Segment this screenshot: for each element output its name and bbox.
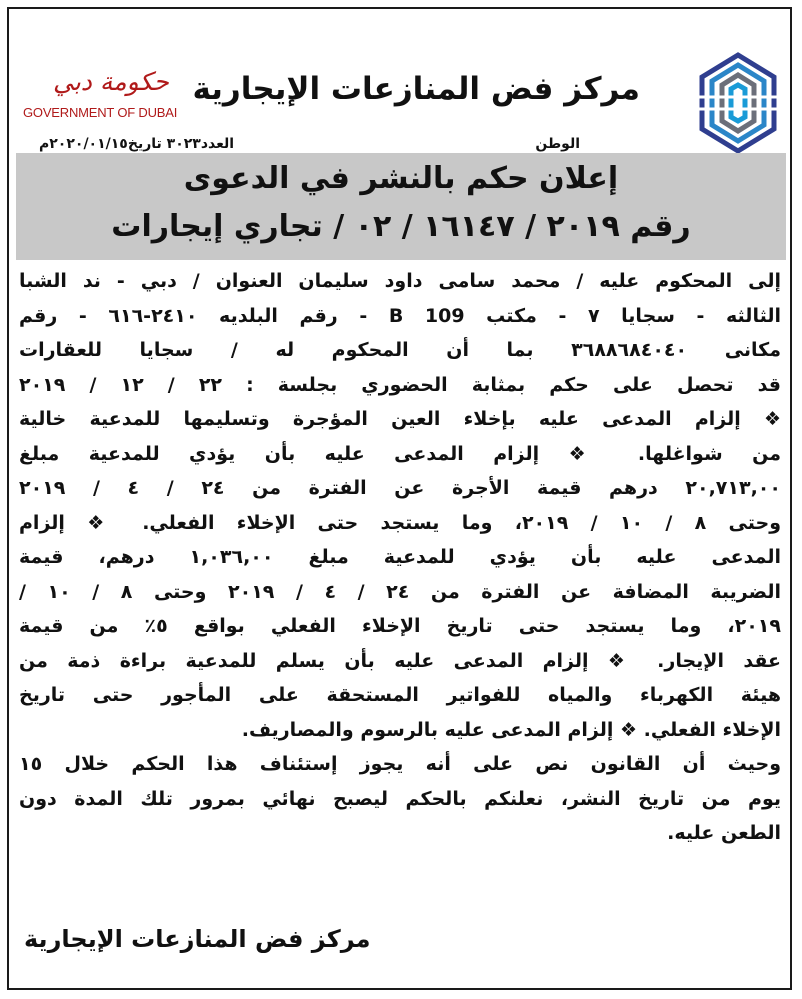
body-line: ٢٠١٩، وما يستجد حتى تاريخ الإخلاء الفعلي بواقع ٥٪ من قيمة xyxy=(19,615,781,637)
body-line: مكانى ٣٦٨٨٦٨٤٠٤٠ بما أن المحكوم له / سجايا للعقارات xyxy=(19,339,781,361)
issue-number-date: العدد٣٠٢٣ تاريخ٢٠٢٠/٠١/١٥م xyxy=(39,136,235,152)
government-of-dubai-logo xyxy=(23,67,185,125)
notice-body xyxy=(19,264,781,851)
body-line: يوم من تاريخ النشر، نعلنكم بالحكم ليصبح نهائي بمرور تلك المدة دون xyxy=(19,787,781,810)
body-line: المدعى عليه بأن يؤدي للمدعية مبلغ ١,٠٣٦,٠٠ درهم، قيمة xyxy=(19,546,781,568)
body-line: إلى المحكوم عليه / محمد سامى داود سليمان العنوان / دبي - ند الشبا xyxy=(19,270,781,292)
body-line: وحيث أن القانون نص على أنه يجوز إستئناف هذا الحكم خلال ١٥ xyxy=(19,753,781,775)
body-line: عقد الإيجار. ❖ إلزام المدعى عليه بأن يسلم للمدعية براءة ذمة من xyxy=(19,649,781,672)
signature: مركز فض المنازعات الإيجارية xyxy=(24,925,371,953)
body-line: الإخلاء الفعلي. ❖ إلزام المدعى عليه بالرسوم والمصاريف. xyxy=(241,718,781,741)
notice-header xyxy=(9,9,790,159)
body-line: هيئة الكهرباء والمياه للفواتير المستحقة على المأجور حتى تاريخ xyxy=(19,684,781,706)
body-line: ٢٠,٧١٣,٠٠ درهم قيمة الأجرة عن الفترة من ٢٤ / ٤ / ٢٠١٩ xyxy=(19,477,781,499)
newspaper-name: الوطن xyxy=(535,136,580,152)
body-line: من شواغلها. ❖ إلزام المدعى عليه بأن يؤدي للمدعية مبلغ xyxy=(19,442,781,465)
title-band xyxy=(16,153,786,260)
body-line: الثالثه - سجايا ٧ - مكتب B 109 - رقم البلديه ٢٤١٠-٦١٦ - رقم xyxy=(19,304,781,327)
body-line: وحتى ٨ / ١٠ / ٢٠١٩، وما يستجد حتى الإخلاء الفعلي. ❖ إلزام xyxy=(19,511,781,534)
dubai-logo-arabic: حكومة دبي xyxy=(53,67,169,96)
notice-title: إعلان حكم بالنشر في الدعوى xyxy=(183,161,619,196)
body-line: ❖ إلزام المدعى عليه بإخلاء العين المؤجرة وتسليمها للمدعية خالية xyxy=(19,408,781,430)
body-line: قد تحصل على حكم بمثابة الحضوري بجلسة : ٢٢ / ١٢ / ٢٠١٩ xyxy=(19,373,781,396)
rental-dispute-center-logo-icon xyxy=(698,51,778,156)
body-line: الضريبة المضافة عن الفترة من ٢٤ / ٤ / ٢٠١٩ وحتى ٨ / ١٠ / xyxy=(19,580,781,603)
case-number: رقم ٢٠١٩ / ١٦١٤٧ / ٠٢ / تجاري إيجارات xyxy=(111,209,691,244)
center-title: مركز فض المنازعات الإيجارية xyxy=(192,71,640,107)
dubai-logo-english: GOVERNMENT OF DUBAI xyxy=(23,105,178,120)
body-line: الطعن عليه. xyxy=(667,822,781,844)
